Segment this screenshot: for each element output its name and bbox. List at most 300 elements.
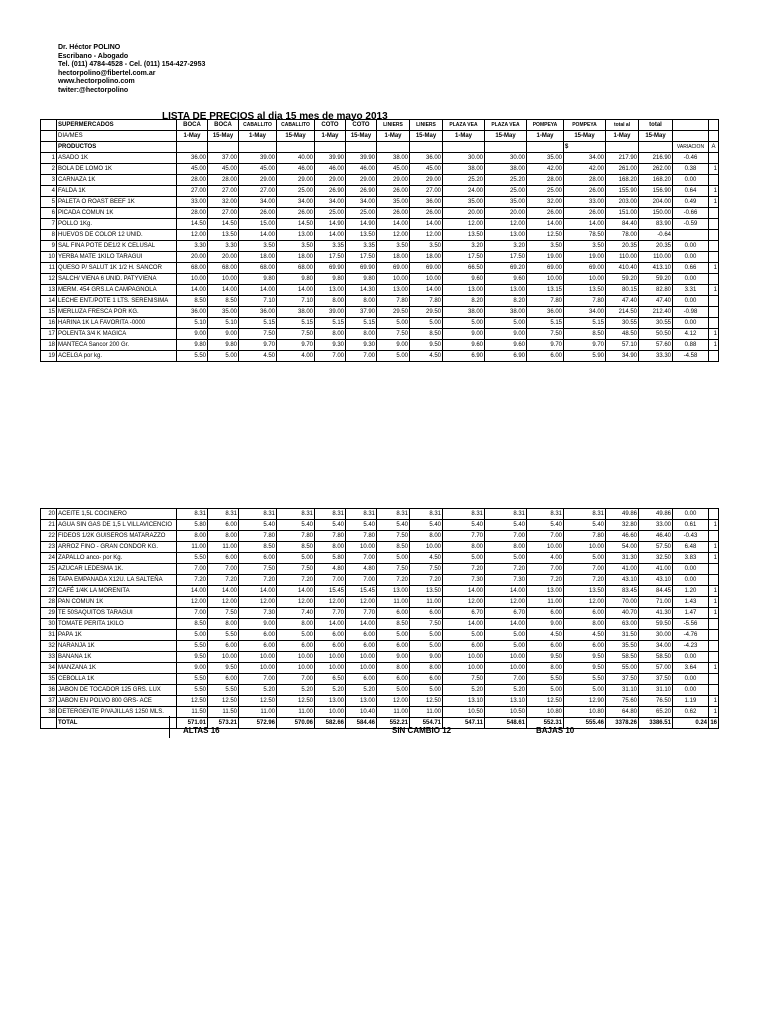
- product-name: TOMATE PERITA 1KILO: [57, 619, 177, 630]
- price-cell: 14.90: [315, 219, 346, 230]
- price-cell: 36.00: [527, 307, 564, 318]
- price-cell: 45.00: [410, 164, 443, 175]
- price-cell: 36.00: [410, 197, 443, 208]
- price-cell: 34.00: [277, 197, 315, 208]
- price-cell: 78.50: [564, 230, 606, 241]
- variation-flag: [709, 564, 719, 575]
- price-cell: 8.00: [346, 296, 377, 307]
- price-cell: 6.00: [410, 674, 443, 685]
- date-header: 15-May: [410, 131, 443, 142]
- table-row: [41, 663, 719, 674]
- table-row: [41, 674, 719, 685]
- price-cell: 27.00: [239, 186, 277, 197]
- price-cell: 59.20: [606, 274, 639, 285]
- price-cell: 5.00: [485, 318, 527, 329]
- price-list-title: LISTA DE PRECIOS al dia 15 mes de mayo 2013: [162, 111, 388, 122]
- variation-flag: 1: [709, 696, 719, 707]
- price-cell: 14.00: [346, 619, 377, 630]
- table-row: [41, 641, 719, 652]
- price-cell: 7.50: [377, 531, 410, 542]
- product-name: AZUCAR LEDESMA 1K.: [57, 564, 177, 575]
- price-cell: 216.90: [639, 153, 673, 164]
- variation-flag: [709, 241, 719, 252]
- price-cell: 10.00: [239, 652, 277, 663]
- price-cell: 14.90: [346, 219, 377, 230]
- price-cell: 12.00: [346, 597, 377, 608]
- variation-value: 0.00: [673, 274, 709, 285]
- price-cell: 7.80: [315, 531, 346, 542]
- price-cell: 6.00: [208, 520, 239, 531]
- price-cell: 6.00: [208, 674, 239, 685]
- price-cell: 30.00: [639, 630, 673, 641]
- price-cell: 71.00: [639, 597, 673, 608]
- price-cell: 7.20: [410, 575, 443, 586]
- price-cell: 14.00: [208, 586, 239, 597]
- date-header: [709, 131, 719, 142]
- price-cell: 7.50: [277, 564, 315, 575]
- store-header: COTO: [315, 120, 346, 131]
- variation-flag: [709, 274, 719, 285]
- price-cell: 5.00: [277, 553, 315, 564]
- price-cell: 68.00: [208, 263, 239, 274]
- price-cell: 6.00: [208, 641, 239, 652]
- variation-flag: [709, 652, 719, 663]
- price-cell: 7.20: [485, 564, 527, 575]
- price-cell: 35.50: [606, 641, 639, 652]
- price-cell: 7.50: [527, 329, 564, 340]
- price-cell: 33.00: [177, 197, 208, 208]
- price-cell: 14.00: [277, 285, 315, 296]
- price-cell: 7.20: [208, 575, 239, 586]
- product-name: PAPA 1K: [57, 630, 177, 641]
- price-cell: 19.00: [527, 252, 564, 263]
- altas-count: ALTAS 16: [183, 726, 220, 735]
- price-cell: 9.50: [564, 652, 606, 663]
- empty-cell: [527, 142, 564, 153]
- store-header: SUPERMERCADOS: [57, 120, 177, 131]
- price-cell: 45.00: [239, 164, 277, 175]
- product-name: BOLA DE LOMO 1K: [57, 164, 177, 175]
- price-cell: 6.00: [239, 553, 277, 564]
- price-cell: 7.80: [410, 296, 443, 307]
- price-cell: 31.30: [606, 553, 639, 564]
- price-cell: 12.00: [177, 597, 208, 608]
- price-cell: 45.00: [377, 164, 410, 175]
- product-name: JABON EN POLVO 800 GRS- ACE: [57, 696, 177, 707]
- price-cell: 20.00: [443, 208, 485, 219]
- price-cell: 8.31: [564, 509, 606, 520]
- price-cell: 34.00: [564, 153, 606, 164]
- price-cell: 14.00: [443, 586, 485, 597]
- price-cell: 35.00: [485, 197, 527, 208]
- variation-flag: 1: [709, 542, 719, 553]
- price-cell: 10.00: [177, 274, 208, 285]
- price-cell: 33.00: [564, 197, 606, 208]
- price-cell: 6.90: [443, 351, 485, 362]
- table-row: [41, 263, 719, 274]
- price-cell: 13.50: [564, 285, 606, 296]
- store-header: [673, 120, 709, 131]
- price-cell: 3.30: [208, 241, 239, 252]
- date-header: [673, 131, 709, 142]
- productos-header: PRODUCTOS: [57, 142, 177, 153]
- price-cell: 37.50: [639, 674, 673, 685]
- price-cell: 13.15: [527, 285, 564, 296]
- price-cell: 9.60: [443, 340, 485, 351]
- price-cell: 57.10: [606, 340, 639, 351]
- header-cell: [41, 131, 57, 142]
- price-cell: 12.00: [443, 219, 485, 230]
- price-cell: 12.50: [239, 696, 277, 707]
- price-cell: 11.00: [208, 542, 239, 553]
- product-name: YERBA MATE 1KILO TARAGUI: [57, 252, 177, 263]
- price-cell: 14.00: [564, 219, 606, 230]
- price-cell: 10.00: [346, 542, 377, 553]
- price-cell: 9.70: [527, 340, 564, 351]
- table-row: [41, 707, 719, 718]
- price-cell: 5.50: [177, 351, 208, 362]
- price-cell: 27.00: [410, 186, 443, 197]
- price-cell: 5.20: [346, 685, 377, 696]
- price-cell: 8.31: [239, 509, 277, 520]
- price-cell: 5.00: [377, 685, 410, 696]
- author-twitter[interactable]: twiter:@hectorpolino: [58, 86, 129, 94]
- product-name: ZAPALLO anco- por Kg.: [57, 553, 177, 564]
- price-cell: 8.31: [410, 509, 443, 520]
- row-number: 18: [41, 340, 57, 351]
- product-name: PALETA O ROAST BEEF 1K: [57, 197, 177, 208]
- price-cell: 7.10: [239, 296, 277, 307]
- date-header: 1-May: [239, 131, 277, 142]
- price-cell: 7.00: [277, 674, 315, 685]
- price-cell: 13.00: [315, 696, 346, 707]
- price-cell: 7.00: [208, 564, 239, 575]
- price-cell: 29.00: [346, 175, 377, 186]
- price-cell: 5.50: [208, 685, 239, 696]
- variation-value: -5.56: [673, 619, 709, 630]
- price-cell: 7.50: [443, 674, 485, 685]
- row-number: 5: [41, 197, 57, 208]
- product-name: TAPA EMPANADA X12U. LA SALTEÑA: [57, 575, 177, 586]
- price-cell: 10.00: [315, 707, 346, 718]
- price-cell: 32.80: [606, 520, 639, 531]
- price-cell: 9.00: [177, 329, 208, 340]
- table-row: [41, 329, 719, 340]
- author-website[interactable]: www.hectorpolino.com: [58, 78, 135, 86]
- price-cell: 7.40: [277, 608, 315, 619]
- price-cell: 26.00: [527, 208, 564, 219]
- row-number: 29: [41, 608, 57, 619]
- variation-flag: [709, 307, 719, 318]
- total-value: 572.96: [239, 718, 277, 729]
- price-cell: 26.00: [277, 208, 315, 219]
- price-cell: 7.30: [239, 608, 277, 619]
- price-cell: 10.00: [277, 663, 315, 674]
- price-cell: 3.30: [177, 241, 208, 252]
- price-cell: 38.00: [443, 164, 485, 175]
- price-cell: 34.00: [564, 307, 606, 318]
- price-cell: 6.00: [208, 553, 239, 564]
- total-value: [41, 718, 57, 729]
- price-cell: 28.00: [564, 175, 606, 186]
- price-cell: 7.50: [239, 564, 277, 575]
- price-cell: 12.00: [208, 597, 239, 608]
- price-cell: 6.00: [377, 641, 410, 652]
- price-cell: 12.50: [527, 230, 564, 241]
- price-cell: 5.00: [443, 553, 485, 564]
- header-row-stores: [41, 120, 719, 131]
- product-name: FALDA 1K: [57, 186, 177, 197]
- store-header: POMPEYA: [564, 120, 606, 131]
- price-cell: 7.00: [485, 531, 527, 542]
- price-cell: 9.00: [443, 329, 485, 340]
- price-cell: 4.80: [315, 564, 346, 575]
- variation-value: -0.46: [673, 153, 709, 164]
- date-header: 1-May: [443, 131, 485, 142]
- price-cell: 12.00: [377, 230, 410, 241]
- price-cell: 20.35: [606, 241, 639, 252]
- variacion-header: VARIACION: [673, 142, 709, 153]
- price-cell: 24.00: [443, 186, 485, 197]
- price-cell: 41.30: [639, 608, 673, 619]
- total-value: 570.06: [277, 718, 315, 729]
- total-value: 3378.26: [606, 718, 639, 729]
- price-cell: 8.20: [443, 296, 485, 307]
- price-cell: 9.80: [208, 340, 239, 351]
- price-cell: 37.50: [606, 674, 639, 685]
- table-row: [41, 296, 719, 307]
- row-number: 34: [41, 663, 57, 674]
- price-cell: 32.50: [639, 553, 673, 564]
- author-email[interactable]: hectorpolino@fibertel.com.ar: [58, 69, 156, 77]
- price-cell: 5.00: [208, 351, 239, 362]
- product-name: TE 50SAQUITOS TARAGUI: [57, 608, 177, 619]
- price-cell: 5.40: [527, 520, 564, 531]
- price-cell: 5.50: [177, 553, 208, 564]
- variation-flag: 1: [709, 340, 719, 351]
- price-cell: 7.50: [377, 329, 410, 340]
- price-cell: 8.00: [377, 663, 410, 674]
- price-cell: 10.00: [208, 652, 239, 663]
- table-row: [41, 197, 719, 208]
- price-cell: 151.00: [606, 208, 639, 219]
- price-cell: 41.00: [606, 564, 639, 575]
- price-cell: 10.00: [239, 663, 277, 674]
- price-cell: 33.30: [639, 351, 673, 362]
- price-cell: 8.50: [177, 619, 208, 630]
- price-cell: 9.80: [346, 274, 377, 285]
- product-name: CARNAZA 1K: [57, 175, 177, 186]
- price-cell: 25.00: [527, 186, 564, 197]
- price-cell: 12.00: [177, 230, 208, 241]
- price-cell: 14.50: [208, 219, 239, 230]
- variation-value: -4.76: [673, 630, 709, 641]
- price-cell: 13.50: [208, 230, 239, 241]
- price-cell: 31.10: [639, 685, 673, 696]
- price-cell: 13.00: [485, 230, 527, 241]
- price-cell: 11.00: [527, 597, 564, 608]
- price-cell: 7.50: [410, 564, 443, 575]
- variation-flag: [709, 674, 719, 685]
- price-cell: 7.20: [177, 575, 208, 586]
- price-cell: 217.90: [606, 153, 639, 164]
- product-name: ASADO 1K: [57, 153, 177, 164]
- variation-value: 0.00: [673, 318, 709, 329]
- variation-value: 1.19: [673, 696, 709, 707]
- price-cell: 3.20: [443, 241, 485, 252]
- price-cell: 7.20: [527, 575, 564, 586]
- price-cell: 9.80: [277, 274, 315, 285]
- price-cell: 34.90: [606, 351, 639, 362]
- price-cell: 5.50: [177, 685, 208, 696]
- price-cell: 4.80: [346, 564, 377, 575]
- price-cell: 14.50: [177, 219, 208, 230]
- table-row: [41, 340, 719, 351]
- price-cell: 4.50: [527, 630, 564, 641]
- price-cell: 4.50: [239, 351, 277, 362]
- variation-value: 0.88: [673, 340, 709, 351]
- row-number: 17: [41, 329, 57, 340]
- price-cell: 26.00: [377, 208, 410, 219]
- price-cell: 13.10: [443, 696, 485, 707]
- price-cell: 6.00: [346, 641, 377, 652]
- price-cell: 35.00: [208, 307, 239, 318]
- variation-value: 0.00: [673, 674, 709, 685]
- header-cell: [41, 142, 57, 153]
- row-number: 9: [41, 241, 57, 252]
- total-row: [41, 718, 719, 729]
- price-cell: 14.00: [485, 619, 527, 630]
- price-cell: 38.00: [485, 307, 527, 318]
- row-number: 7: [41, 219, 57, 230]
- price-cell: 46.40: [639, 531, 673, 542]
- price-cell: 46.60: [606, 531, 639, 542]
- price-cell: 39.90: [315, 153, 346, 164]
- price-cell: 7.20: [443, 564, 485, 575]
- price-cell: 49.86: [639, 509, 673, 520]
- price-cell: 59.50: [639, 619, 673, 630]
- price-cell: 5.40: [346, 520, 377, 531]
- price-cell: 9.60: [485, 274, 527, 285]
- row-number: 32: [41, 641, 57, 652]
- price-cell: -0.64: [639, 230, 673, 241]
- price-cell: 5.40: [410, 520, 443, 531]
- total-value: 552.21: [377, 718, 410, 729]
- price-cell: 9.70: [564, 340, 606, 351]
- price-cell: 54.00: [606, 542, 639, 553]
- variation-flag: [709, 318, 719, 329]
- price-cell: 6.00: [346, 674, 377, 685]
- price-cell: 8.31: [443, 509, 485, 520]
- price-cell: 5.00: [485, 630, 527, 641]
- price-cell: 46.00: [315, 164, 346, 175]
- variation-value: 0.00: [673, 241, 709, 252]
- price-cell: 203.00: [606, 197, 639, 208]
- price-cell: 5.00: [410, 318, 443, 329]
- row-number: 38: [41, 707, 57, 718]
- table-row: [41, 652, 719, 663]
- total-value: 571.01: [177, 718, 208, 729]
- price-cell: 8.00: [346, 329, 377, 340]
- row-number: 16: [41, 318, 57, 329]
- table-row: [41, 564, 719, 575]
- price-cell: 69.00: [527, 263, 564, 274]
- date-header: 1-May: [527, 131, 564, 142]
- price-cell: 9.00: [485, 329, 527, 340]
- variation-value: 0.00: [673, 564, 709, 575]
- row-number: 8: [41, 230, 57, 241]
- variation-value: 1.20: [673, 586, 709, 597]
- price-cell: 42.00: [564, 164, 606, 175]
- table-row: [41, 153, 719, 164]
- price-cell: 30.55: [606, 318, 639, 329]
- variation-value: -4.23: [673, 641, 709, 652]
- price-cell: 5.50: [208, 630, 239, 641]
- variation-value: -0.66: [673, 208, 709, 219]
- price-cell: 11.00: [377, 707, 410, 718]
- price-cell: 12.50: [277, 696, 315, 707]
- price-cell: 66.50: [443, 263, 485, 274]
- store-header: POMPEYA: [527, 120, 564, 131]
- variation-flag: 1: [709, 707, 719, 718]
- price-cell: 11.50: [177, 707, 208, 718]
- empty-cell: [277, 142, 315, 153]
- price-cell: 11.50: [208, 707, 239, 718]
- price-cell: 5.40: [315, 520, 346, 531]
- store-header: [709, 120, 719, 131]
- price-cell: 10.40: [346, 707, 377, 718]
- variation-flag: [709, 296, 719, 307]
- price-cell: 8.50: [377, 542, 410, 553]
- price-cell: 38.00: [485, 164, 527, 175]
- price-cell: 11.00: [410, 707, 443, 718]
- empty-cell: [485, 142, 527, 153]
- product-name: MANZANA 1K: [57, 663, 177, 674]
- price-cell: 14.00: [410, 219, 443, 230]
- price-cell: 8.50: [239, 542, 277, 553]
- row-number: 10: [41, 252, 57, 263]
- price-cell: 3.50: [564, 241, 606, 252]
- price-cell: 36.00: [177, 307, 208, 318]
- price-cell: 14.00: [239, 285, 277, 296]
- price-cell: 7.50: [239, 329, 277, 340]
- price-cell: 43.10: [639, 575, 673, 586]
- price-table-part-2: [40, 508, 719, 729]
- price-cell: 46.00: [277, 164, 315, 175]
- price-cell: 9.00: [527, 619, 564, 630]
- total-value: 584.46: [346, 718, 377, 729]
- price-cell: 26.00: [377, 186, 410, 197]
- price-cell: 5.40: [443, 520, 485, 531]
- price-cell: 63.00: [606, 619, 639, 630]
- price-cell: 45.00: [208, 164, 239, 175]
- price-cell: 4.50: [564, 630, 606, 641]
- price-cell: 75.60: [606, 696, 639, 707]
- author-name: Dr. Héctor POLINO: [58, 44, 121, 51]
- price-cell: 8.31: [208, 509, 239, 520]
- variation-value: -4.58: [673, 351, 709, 362]
- date-header: 15-May: [346, 131, 377, 142]
- price-cell: 29.00: [410, 175, 443, 186]
- variation-flag: 1: [709, 586, 719, 597]
- price-cell: 13.00: [527, 586, 564, 597]
- price-cell: 69.00: [377, 263, 410, 274]
- product-name: ACELGA por kg.: [57, 351, 177, 362]
- price-cell: 7.00: [485, 674, 527, 685]
- price-cell: 8.00: [208, 619, 239, 630]
- price-cell: 204.00: [639, 197, 673, 208]
- row-number: 21: [41, 520, 57, 531]
